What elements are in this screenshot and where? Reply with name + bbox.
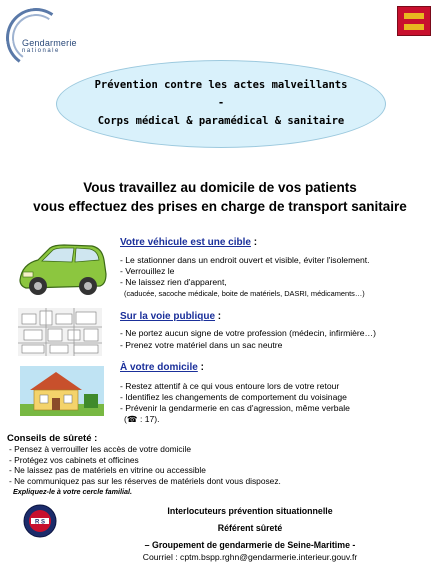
headline-line-2: vous effectuez des prises en charge de transport sanitaire [33, 199, 407, 214]
vehicle-item-1: - Le stationner dans un endroit ouvert et visible, éviter l'isolement. [120, 255, 370, 265]
advice-item-4: - Ne communiquez pas sur les réserves de matériels dont vous disposez. [9, 476, 281, 486]
banner-line-3: Corps médical & paramédical & sanitaire [97, 115, 345, 127]
rs-logo-text: R S [34, 519, 46, 526]
home-item-1: - Restez attentif à ce qui vous entoure lors de votre retour [120, 381, 340, 391]
logo-word: Gendarmerie [22, 38, 77, 48]
house-icon [20, 366, 104, 416]
street-item-1: - Ne portez aucun signe de votre profession (médecin, infirmière…) [120, 328, 377, 338]
green-car-icon [14, 240, 110, 300]
section-title-home: À votre domicile : [120, 362, 204, 373]
vehicle-item-3: - Ne laissez rien d'apparent, [120, 277, 227, 287]
logo-subword: nationale [22, 48, 60, 54]
home-item-3: - Prévenir la gendarmerie en cas d'agression, même verbale [120, 403, 350, 413]
title-banner [56, 60, 386, 148]
gendarmerie-logo [6, 8, 96, 68]
contact-line-3: – Groupement de gendarmerie de Seine-Maritime - [144, 540, 356, 550]
contact-line-2: Référent sûreté [217, 523, 283, 533]
city-map-icon [18, 308, 102, 356]
home-item-4: (☎ : 17). [124, 414, 160, 424]
vehicle-item-2: - Verrouillez le [120, 266, 175, 276]
headline-line-1: Vous travaillez au domicile de vos patients [83, 180, 357, 195]
normandy-shield-icon [397, 6, 431, 36]
banner-line-1: Prévention contre les actes malveillants [94, 79, 348, 91]
home-item-2: - Identifiez les changements de comportement du voisinage [120, 392, 347, 402]
contact-email: Courriel : cptm.bspp.rghn@gendarmerie.interieur.gouv.fr [142, 552, 358, 562]
rs-logo [23, 503, 57, 539]
vehicle-note: (caducée, sacoche médicale, boite de matériels, DASRI, médicaments…) [124, 289, 365, 298]
advice-item-2: - Protégez vos cabinets et officines [9, 455, 139, 465]
contact-line-1: Interlocuteurs prévention situationnelle [167, 506, 333, 516]
advice-note: Expliquez-le à votre cercle familial. [13, 487, 133, 496]
banner-line-2: - [217, 97, 225, 109]
street-item-2: - Prenez votre matériel dans un sac neutre [120, 340, 283, 350]
advice-title: Conseils de sûreté : [7, 433, 98, 444]
advice-item-1: - Pensez à verrouiller les accès de votre domicile [9, 444, 192, 454]
section-title-vehicle: Votre véhicule est une cible : [120, 237, 258, 248]
advice-item-3: - Ne laissez pas de matériels en vitrine ou accessible [9, 465, 206, 475]
section-title-street: Sur la voie publique : [120, 311, 222, 322]
